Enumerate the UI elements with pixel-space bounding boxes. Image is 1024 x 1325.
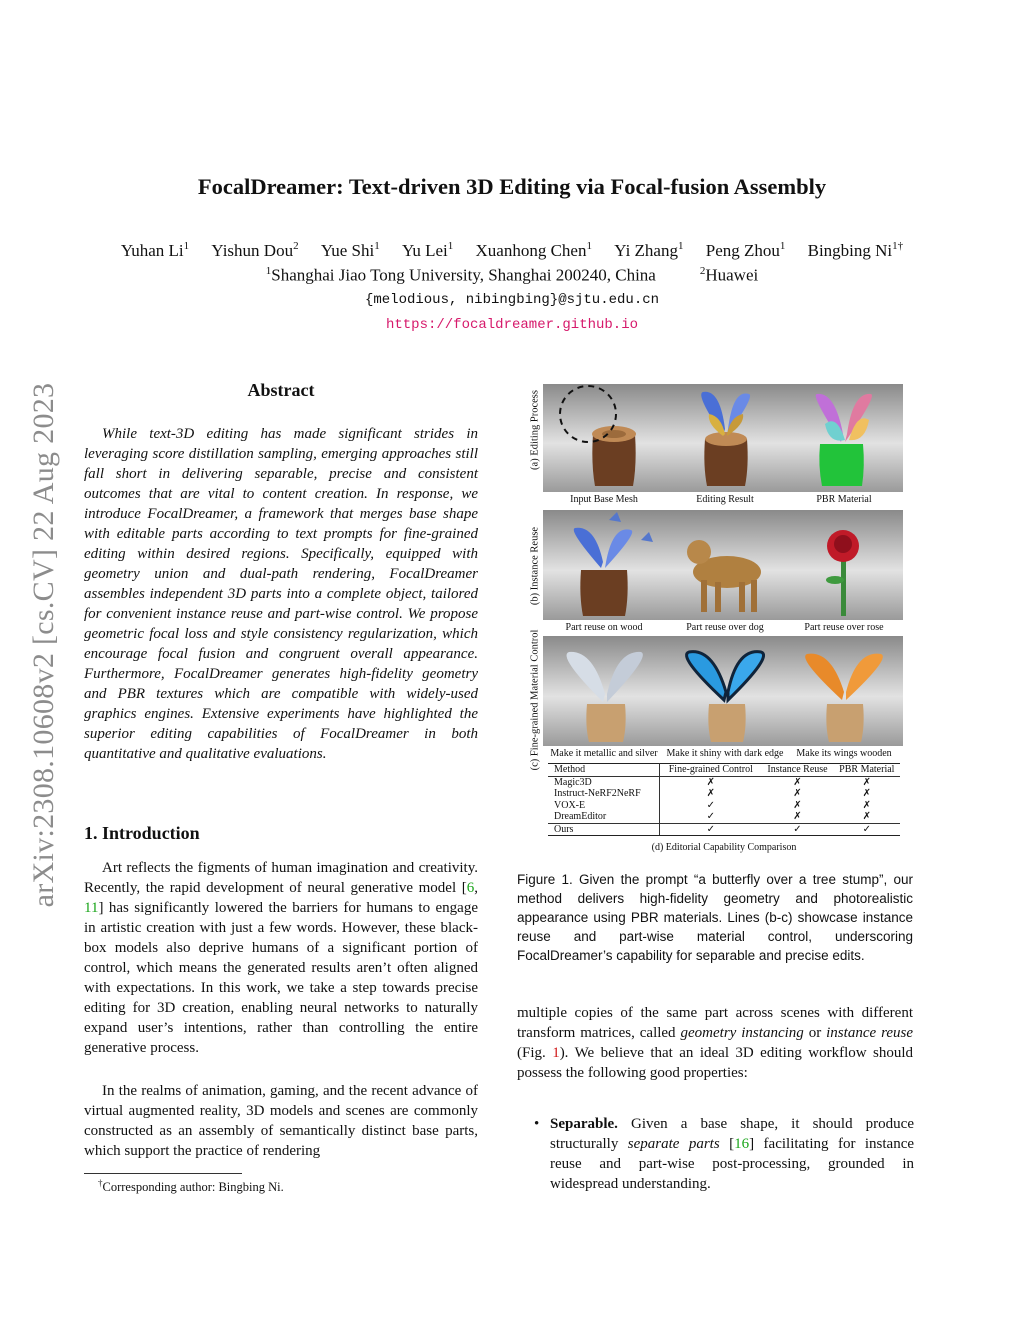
table-row (548, 776, 900, 788)
caption-part-reuse-rose: Part reuse over rose (804, 622, 884, 633)
image-shiny-dark-edge (665, 636, 785, 746)
image-part-reuse-wood (543, 510, 665, 620)
image-input-base-mesh (543, 384, 665, 492)
table-cell: ✓ (761, 823, 833, 836)
author: Yuhan Li$^1$ (120, 240, 190, 260)
table-cell: ✗ (706, 776, 715, 788)
abstract-body: While text-3D editing has made significant strides in leveraging score distillation sampling, emerging approaches still fall short in delivering separable, precise and consistent outcomes that are vital to content creation. In response, we introduce FocalDreamer, a framework that merges base shape with editable parts according to text prompts for fine-grained editing within desired regions. Specifically, equipped with geometry union and dual-path rendering, FocalDreamer assembles independent 3D parts into a complete object, tailored for convenient instance reuse and part-wise control. We propose geometric focal loss and style consistency regularization, which encourage focal fusion and congruent overall appearance. Furthermore, FocalDreamer generates high-fidelity geometry and PBR textures which are compatible with widely-used graphics engines. Extensive experiments have highlighted the superior editing capabilities of FocalDreamer in both quantitative and qualitative evaluations. (84, 426, 478, 762)
caption-wooden-wings: Make its wings wooden (796, 748, 892, 759)
footnote-rule (84, 1173, 242, 1174)
table-cell: ✓ (660, 823, 762, 836)
table-cell: ✗ (862, 799, 872, 811)
table-cell: ✗ (793, 788, 802, 799)
table-row (548, 823, 900, 836)
author-list (0, 240, 1024, 261)
author: Peng Zhou$^1$ (705, 240, 786, 260)
citation-link[interactable]: 16 (734, 1136, 750, 1152)
author: Bingbing $Ni^{1\dagger}$ (807, 240, 904, 260)
image-wooden-wings (785, 636, 903, 746)
table-caption: (d) Editorial Capability Comparison (651, 842, 797, 853)
abstract-heading: Abstract (247, 380, 315, 400)
image-metallic-silver (543, 636, 665, 746)
table-row (548, 811, 900, 823)
capability-comparison-table (548, 763, 900, 836)
row-label-instance-reuse: (b) Instance Reuse (529, 526, 541, 606)
arxiv-sidebar-id: arXiv:2308.10608v2 [cs.CV] 22 Aug 2023 (27, 382, 60, 908)
table-cell: DreamEditor (548, 811, 660, 823)
citation-link[interactable]: 11 (84, 900, 99, 916)
project-url-link[interactable]: https://focaldreamer.github.io (385, 317, 639, 333)
table-cell: Magic3D (548, 776, 660, 788)
author-email: {melodious, nibingbing}@sjtu.edu.cn (364, 292, 660, 308)
table-cell: ✓ (706, 799, 715, 811)
introduction-paragraph-1: Art reflects the figments of human imagination and creativity. Recently, the rapid development of neural generative model [6, 11] has significantly lowered the barriers for humans to engage in artistic creation with just a few words. However, these black-box models also deprive humans of a significant portion of control, which means the generated results aren’t often aligned with expectations. In this work, we take a step towards precise editing for 3D creation, enabling neural networks to naturally expand user’s intentions, rather than controlling the entire generative process. (84, 860, 478, 1056)
citation-link[interactable]: 6 (466, 880, 475, 896)
footnote: †Corresponding author: Bingbing Ni. (98, 1178, 284, 1195)
table-header-row (548, 764, 900, 777)
affiliation-1: Shanghai Jiao Tong University, Shanghai 200240, China (271, 265, 656, 285)
caption-part-reuse-dog: Part reuse over dog (686, 622, 764, 633)
right-column-paragraph: multiple copies of the same part across scenes with different transform matrices, called geometry instancing or instance reuse (Fig. 1). We believe that an ideal 3D editing workflow should possess the following good properties: (517, 1005, 914, 1081)
table-row (548, 800, 900, 812)
figure-reference-link[interactable]: 1 (552, 1045, 560, 1061)
table-cell: ✗ (862, 788, 872, 799)
caption-input-base-mesh: Input Base Mesh (570, 494, 638, 505)
figure-1-caption: Figure 1. Given the prompt “a butterfly over a tree stump”, our method delivers high-fidelity geometry and photorealistic appearance using PBR materials. Lines (b-c) showcase instance reuse and part-wise material control, underscoring FocalDreamer’s capability for separable and precise edits. (517, 872, 913, 963)
introduction-heading: 1. Introduction (84, 823, 200, 843)
paper-title: FocalDreamer: Text-driven 3D Editing via Focal-fusion Assembly (197, 174, 827, 199)
row-label-editing-process: (a) Editing Process (529, 390, 541, 470)
author: Yi Zhang$^1$ (614, 240, 684, 260)
table-cell: ✗ (793, 811, 802, 822)
table-cell: ✗ (862, 776, 872, 788)
table-header: Method (548, 764, 660, 777)
table-cell: Ours (548, 823, 660, 836)
table-cell: ✗ (793, 776, 802, 788)
affiliation-2: Huawei (705, 265, 759, 285)
bullet-dot: • (534, 1116, 540, 1132)
author: Yu Lei$^1$ (401, 240, 454, 260)
table-header: Fine-grained Control (660, 764, 762, 777)
caption-metallic-silver: Make it metallic and silver (550, 748, 658, 759)
table-header: PBR Material (834, 764, 900, 777)
image-pbr-material (785, 384, 903, 492)
row-label-material-control: (c) Fine-grained Material Control (529, 629, 541, 771)
caption-pbr-material: PBR Material (816, 494, 872, 505)
table-cell: Instruct-NeRF2NeRF (548, 788, 660, 800)
table-cell: ✗ (862, 811, 872, 822)
author: Yishun Dou$^2$ (211, 240, 299, 260)
list-item-separable: • Separable. Given a base shape, it should produce structurally separate parts [16] facilitating for instance reuse and part-wise post-processing, grounded in widespread understanding. (534, 1116, 915, 1192)
introduction-paragraph-2: In the realms of animation, gaming, and the recent advance of virtual augmented reality, 3D models and scenes are commonly constructed as an assembly of semantically distinct base parts, which support the practice of rendering (84, 1083, 478, 1159)
affiliations: $^1$Shanghai Jiao Tong University, Shanghai 200240, China $^2$Huawei (265, 265, 759, 285)
table-cell: ✗ (706, 788, 715, 799)
caption-part-reuse-wood: Part reuse on wood (565, 622, 643, 633)
author: Yue Shi$^1$ (320, 240, 380, 260)
table-cell: ✗ (793, 799, 802, 811)
author: Xuanhong Chen$^1$ (475, 240, 592, 260)
table-cell: ✓ (834, 823, 900, 836)
table-cell: VOX-E (548, 800, 660, 812)
table-cell: ✓ (706, 811, 715, 822)
image-editing-result (665, 384, 785, 492)
table-row (548, 788, 900, 800)
image-part-reuse-dog (665, 510, 785, 620)
table-header: Instance Reuse (761, 764, 833, 777)
caption-editing-result: Editing Result (696, 494, 754, 505)
caption-shiny-dark-edge: Make it shiny with dark edge (666, 748, 784, 759)
image-part-reuse-rose (785, 510, 903, 620)
